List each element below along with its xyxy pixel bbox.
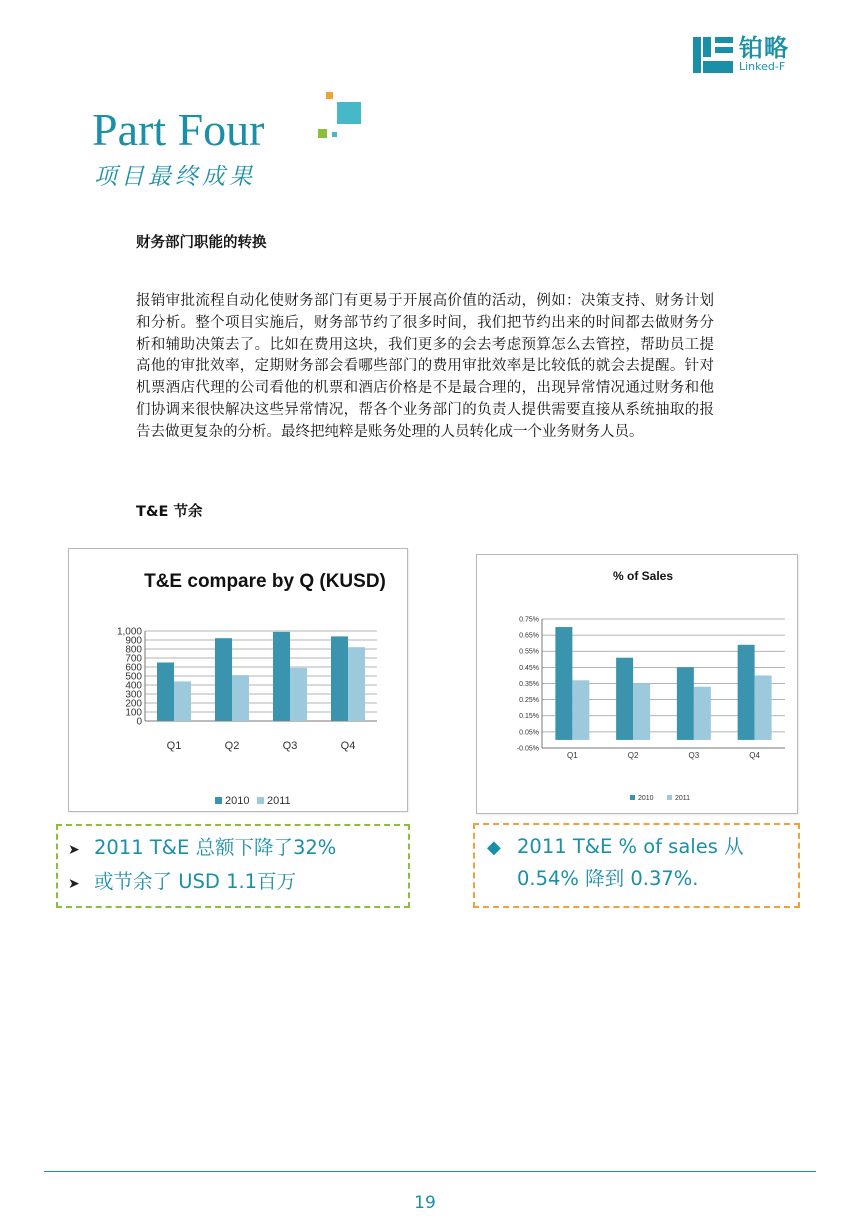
legend-label-2010: 2010 <box>225 795 250 807</box>
chart-title: T&E compare by Q (KUSD) <box>144 571 386 592</box>
y-tick-label: 0.25% <box>519 697 539 705</box>
y-tick-label: 600 <box>125 662 142 674</box>
bar-2010-Q3 <box>273 632 290 721</box>
note-left-line-1 <box>68 836 336 862</box>
company-logo <box>693 35 813 75</box>
page-subtitle: 项目最终成果 <box>94 164 256 190</box>
y-tick-label: 900 <box>125 635 142 647</box>
x-tick-label: Q1 <box>166 740 182 752</box>
legend-swatch-2010 <box>215 797 222 804</box>
y-tick-label: 0.65% <box>519 632 539 640</box>
section-heading-finance-transformation: 财务部门职能的转换 <box>136 235 267 251</box>
bar-2011-Q2 <box>633 684 650 740</box>
y-tick-label: 0.55% <box>519 648 539 656</box>
y-tick-label: 0.45% <box>519 664 539 672</box>
note-box-left <box>56 824 410 908</box>
bar-2011-Q2 <box>232 675 249 721</box>
y-tick-label: -0.05% <box>516 745 539 753</box>
chart-te-compare-svg <box>69 549 407 811</box>
note-right-text-1: 2011 T&E % of sales 从 <box>517 835 744 858</box>
y-tick-label: 0.75% <box>519 616 539 624</box>
note-left-line-2 <box>68 870 296 896</box>
note-left-text-1: 2011 T&E 总额下降了32% <box>94 836 337 859</box>
bar-2010-Q2 <box>616 658 633 740</box>
x-tick-label: Q2 <box>627 751 639 760</box>
bar-2010-Q4 <box>331 636 348 721</box>
legend-swatch-2011 <box>257 797 264 804</box>
x-tick-label: Q3 <box>282 740 298 752</box>
y-tick-label: 0 <box>136 716 142 728</box>
bar-2011-Q3 <box>290 668 307 721</box>
bar-2010-Q1 <box>555 627 572 740</box>
logo-english-name: Linked-F <box>739 60 786 73</box>
bar-2011-Q4 <box>755 675 772 740</box>
section-body-text: 报销审批流程自动化使财务部门有更易于开展高价值的活动，例如：决策支持、财务计划和分析。整个项目实施后，财务部节约了很多时间，我们把节约出来的时间都去做财务分析和辅助决策去了。比如在费用这块，我们更多的会去考虑预算怎么去管控，帮助员工提高他的审批效率，定期财务部会看哪些部门的费用审批效率是比较低的就会去提醒。针对机票酒店代理的公司看他的机票和酒店价格是不是最合理的，出现异常情况通过财务和他们协调来很快解决这些异常情况，帮各个业务部门的负责人提供需要直接从系统抽取的报告去做更复杂的分析。最终把纯粹是账务处理的人员转化成一个业务财务人员。 <box>136 293 714 440</box>
chart-percent-of-sales <box>476 554 798 814</box>
y-tick-label: 500 <box>125 671 142 683</box>
x-tick-label: Q2 <box>224 740 240 752</box>
legend-label-2011: 2011 <box>675 795 691 802</box>
bar-2011-Q1 <box>572 680 589 740</box>
x-tick-label: Q3 <box>688 751 700 760</box>
y-tick-label: 700 <box>125 653 142 665</box>
y-tick-label: 800 <box>125 644 142 656</box>
page-title: Part Four <box>92 104 265 155</box>
y-tick-label: 100 <box>125 707 142 719</box>
bar-2011-Q1 <box>174 681 191 721</box>
note-right-line-2: 0.54% 降到 0.37%. <box>517 867 699 890</box>
note-right-line-1 <box>487 835 744 860</box>
chart-te-compare <box>68 548 408 812</box>
y-tick-label: 300 <box>125 689 142 701</box>
y-tick-label: 1,000 <box>116 626 142 638</box>
arrow-bullet-icon: ➤ <box>68 842 80 858</box>
bar-2010-Q1 <box>157 663 174 722</box>
x-tick-label: Q4 <box>749 751 760 760</box>
page-number: 19 <box>414 1193 436 1213</box>
bar-2010-Q3 <box>677 667 694 740</box>
legend-swatch-2010 <box>630 795 635 800</box>
arrow-bullet-icon: ➤ <box>68 876 80 892</box>
y-tick-label: 400 <box>125 680 142 692</box>
bar-2011-Q3 <box>694 687 711 740</box>
note-left-text-2: 或节余了 USD 1.1百万 <box>94 870 297 893</box>
y-tick-label: 0.05% <box>519 729 539 737</box>
y-tick-label: 200 <box>125 698 142 710</box>
y-tick-label: 0.15% <box>519 713 539 721</box>
logo-icon <box>693 37 733 73</box>
bar-2011-Q4 <box>348 647 365 721</box>
chart-title: % of Sales <box>612 569 674 583</box>
legend-label-2010: 2010 <box>638 795 654 802</box>
decorative-squares-icon <box>318 92 366 144</box>
diamond-bullet-icon: ◆ <box>487 837 501 858</box>
logo-chinese-name: 铂略 <box>739 34 789 62</box>
bar-2010-Q2 <box>215 638 232 721</box>
note-box-right <box>473 823 800 908</box>
chart-percent-of-sales-svg <box>477 555 797 813</box>
y-tick-label: 0.35% <box>519 680 539 688</box>
section-heading-te-savings: T&E 节余 <box>136 504 203 520</box>
x-tick-label: Q1 <box>567 751 578 760</box>
legend-swatch-2011 <box>667 795 672 800</box>
footer-divider <box>44 1171 816 1172</box>
bar-2010-Q4 <box>738 645 755 740</box>
x-tick-label: Q4 <box>340 740 356 752</box>
legend-label-2011: 2011 <box>267 795 291 807</box>
